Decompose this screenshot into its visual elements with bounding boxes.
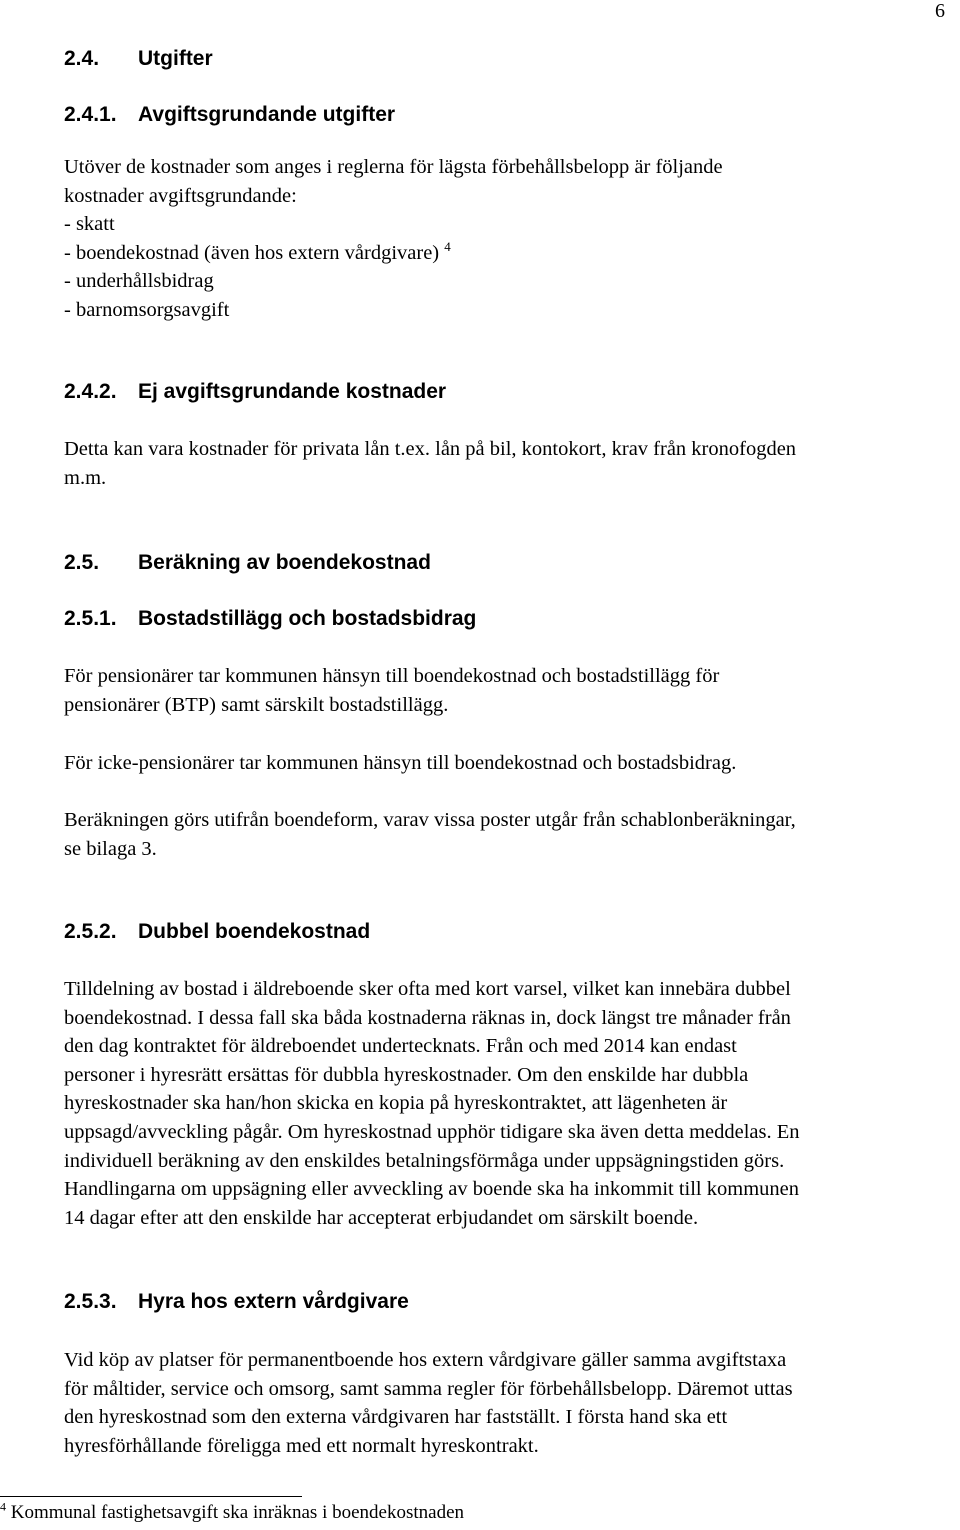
heading-number: 2.5.: [64, 551, 100, 574]
heading-2-5: [64, 551, 431, 575]
text-line: pensionärer (BTP) samt särskilt bostadstillägg.: [64, 693, 449, 716]
heading-2-5-3: [64, 1290, 409, 1314]
heading-2-4: [64, 47, 213, 71]
footnote-text: Kommunal fastighetsavgift ska inräknas i boendekostnaden: [10, 1502, 465, 1523]
paragraph-pensionarer: [64, 662, 719, 719]
heading-title: Bostadstillägg och bostadsbidrag: [138, 607, 477, 630]
text-line: för måltider, service och omsorg, samt samma regler för förbehållsbelopp. Däremot uttas: [64, 1377, 793, 1400]
text-line: den dag kontraktet för äldreboendet undertecknats. Från och med 2014 kan endast: [64, 1035, 737, 1058]
list-item-text: - boendekostnad (även hos extern vårdgivare): [64, 241, 440, 264]
text-line: m.m.: [64, 466, 107, 489]
heading-title: Dubbel boendekostnad: [138, 920, 371, 943]
paragraph-icke-pensionarer: [64, 749, 736, 778]
list-item: - barnomsorgsavgift: [64, 298, 230, 321]
text-line: Handlingarna om uppsägning eller avveckling av boende ska ha inkommit till kommunen: [64, 1178, 799, 1201]
heading-number: 2.4.: [64, 47, 100, 70]
text-line: Detta kan vara kostnader för privata lån t.ex. lån på bil, kontokort, krav från kronofogden: [64, 438, 797, 460]
text-line: hyresförhållande föreligga med ett normalt hyreskontrakt.: [64, 1434, 539, 1457]
text-line: personer i hyresrätt ersättas för dubbla hyreskostnader. Om den enskilde har dubbla: [64, 1063, 749, 1086]
text-line: Tilldelning av bostad i äldreboende sker ofta med kort varsel, vilket kan innebära dubbel: [64, 978, 791, 1000]
text-line: boendekostnad. I dessa fall ska båda kostnaderna räknas in, dock längst tre månader från: [64, 1006, 791, 1029]
list-item: - underhållsbidrag: [64, 270, 214, 293]
heading-title: Hyra hos extern vårdgivare: [138, 1290, 409, 1313]
footnote-separator: [0, 1496, 302, 1497]
heading-title: Utgifter: [138, 47, 213, 70]
text-line: individuell beräkning av den enskildes betalningsförmåga under uppsägningstiden görs.: [64, 1149, 785, 1172]
paragraph-avgiftsgrundande: [64, 153, 723, 325]
list-item: - skatt: [64, 213, 115, 236]
heading-number: 2.4.2.: [64, 380, 117, 403]
text-line: 14 dagar efter att den enskilde har accepterat erbjudandet om särskilt boende.: [64, 1206, 699, 1229]
paragraph-berakningen: [64, 806, 796, 863]
text-line: Vid köp av platser för permanentboende hos extern vårdgivare gäller samma avgiftstaxa: [64, 1349, 787, 1371]
heading-2-5-2: [64, 920, 370, 944]
heading-number: 2.5.2.: [64, 920, 117, 943]
footnote: [0, 1499, 465, 1524]
heading-2-5-1: [64, 607, 476, 631]
paragraph-ej-avgiftsgrundande: [64, 435, 796, 492]
text-line: den hyreskostnad som den externa vårdgivaren har fastställt. I första hand ska ett: [64, 1406, 728, 1429]
heading-title: Beräkning av boendekostnad: [138, 551, 431, 574]
text-line: För icke-pensionärer tar kommunen hänsyn till boendekostnad och bostadsbidrag.: [64, 752, 737, 774]
page-number: 6: [935, 0, 945, 22]
text-line: se bilaga 3.: [64, 837, 157, 860]
list-item-with-footnote: [64, 239, 723, 268]
text-line: uppsagd/avveckling pågår. Om hyreskostnad upphör tidigare ska även detta meddelas. En: [64, 1120, 800, 1143]
heading-2-4-1: [64, 103, 395, 127]
text-line: hyreskostnader ska han/hon skicka en kopia på hyreskontraktet, att lägenheten är: [64, 1092, 728, 1115]
heading-title: Avgiftsgrundande utgifter: [138, 103, 396, 126]
paragraph-dubbel-boendekostnad: [64, 975, 800, 1232]
text-line: kostnader avgiftsgrundande:: [64, 184, 297, 207]
heading-2-4-2: [64, 380, 446, 404]
heading-number: 2.5.3.: [64, 1290, 117, 1313]
heading-number: 2.5.1.: [64, 607, 117, 630]
heading-title: Ej avgiftsgrundande kostnader: [138, 380, 447, 403]
footnote-marker: 4: [0, 1499, 6, 1514]
text-line: Beräkningen görs utifrån boendeform, varav vissa poster utgår från schablonberäkningar,: [64, 809, 796, 831]
paragraph-hyra-extern-vardgivare: [64, 1346, 793, 1460]
heading-number: 2.4.1.: [64, 103, 117, 126]
text-line: För pensionärer tar kommunen hänsyn till boendekostnad och bostadstillägg för: [64, 665, 720, 687]
footnote-reference: 4: [444, 238, 451, 254]
text-line: Utöver de kostnader som anges i reglerna för lägsta förbehållsbelopp är följande: [64, 156, 723, 178]
